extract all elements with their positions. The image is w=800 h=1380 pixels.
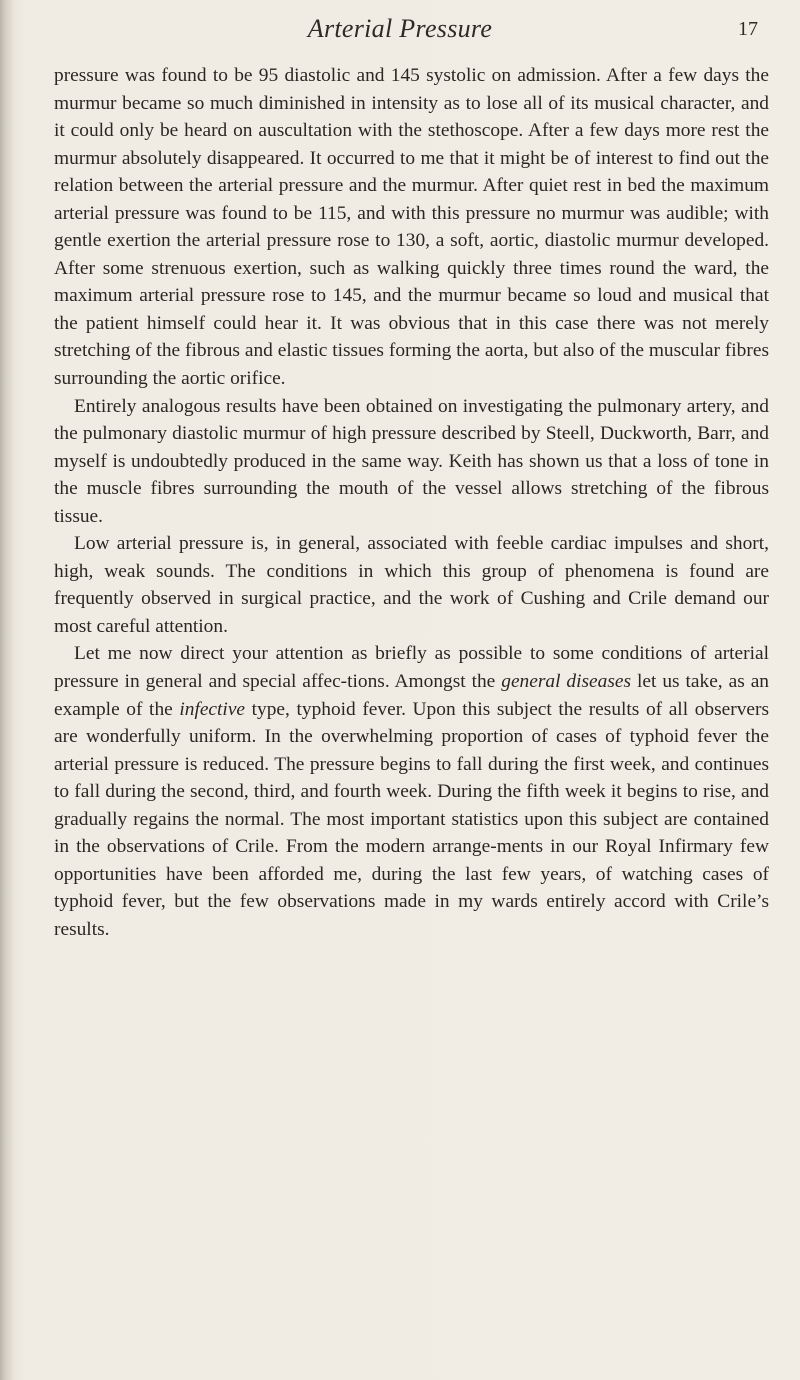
paragraph-3: Low arterial pressure is, in general, associated with feeble cardiac impulses and short, high, weak sounds. The conditions in which this group of phenomena is found are frequently observed in surgical practice, and the work of Cushing and Crile demand our most careful attention.: [54, 533, 769, 637]
paragraph-4-text-b: let us take, as an example of the: [54, 671, 769, 720]
paragraph-4-text-c: type, typhoid fever. Upon this subject the results of all observers are wonderfully uniform. In the overwhelming proportion of cases of typhoid fever the arterial pressure is reduced. The pressure begins to fall during the first week, and continues to fall during the second, third, and fourth week. During the fifth week it begins to rise, and gradually regains the normal. The most important statistics upon this subject are contained in the observations of Crile. From the modern arrange-ments in our Royal Infirmary few opportunities have been afforded me, during the last few years, of watching cases of typhoid fever, but the few observations made in my wards entirely accord with Crile’s results.: [54, 698, 769, 940]
emphasis-general-diseases: general diseases: [501, 671, 632, 693]
running-title: Arterial Pressure: [307, 14, 493, 43]
page-number: 17: [738, 18, 758, 40]
paragraph-4: [54, 640, 769, 943]
paragraph-2: Entirely analogous results have been obtained on investigating the pulmonary artery, and the pulmonary diastolic murmur of high pressure described by Steell, Duckworth, Barr, and myself is undoubtedly produced in the same way. Keith has shown us that a loss of tone in the muscle fibres surrounding the mouth of the vessel allows stretching of the fibrous tissue.: [54, 395, 769, 527]
emphasis-infective: infective: [179, 698, 246, 720]
body-text: [54, 62, 769, 944]
page-header: [0, 10, 800, 50]
page-gutter-shadow: [0, 0, 14, 1380]
paragraph-1: pressure was found to be 95 diastolic and 145 systolic on admission. After a few days the murmur became so much diminished in intensity as to lose all of its musical character, and it could only be heard on auscultation with the stethoscope. After a few days more rest the murmur absolutely disappeared. It occurred to me that it might be of interest to find out the relation between the arterial pressure and the murmur. After quiet rest in bed the maximum arterial pressure was found to be 115, and with this pressure no murmur was audible; with gentle exertion the arterial pressure rose to 130, a soft, aortic, diastolic murmur developed. After some strenuous exertion, such as walking quickly three times round the ward, the maximum arterial pressure rose to 145, and the murmur became so loud and musical that the patient himself could hear it. It was obvious that in this case there was not merely stretching of the fibrous and elastic tissues forming the aorta, but also of the muscular fibres surrounding the aortic orifice.: [54, 65, 769, 390]
paragraph-4-text-a: Let me now direct your attention as briefly as possible to some conditions of arterial pressure in general and special affec-tions. Amongst the: [54, 643, 769, 693]
